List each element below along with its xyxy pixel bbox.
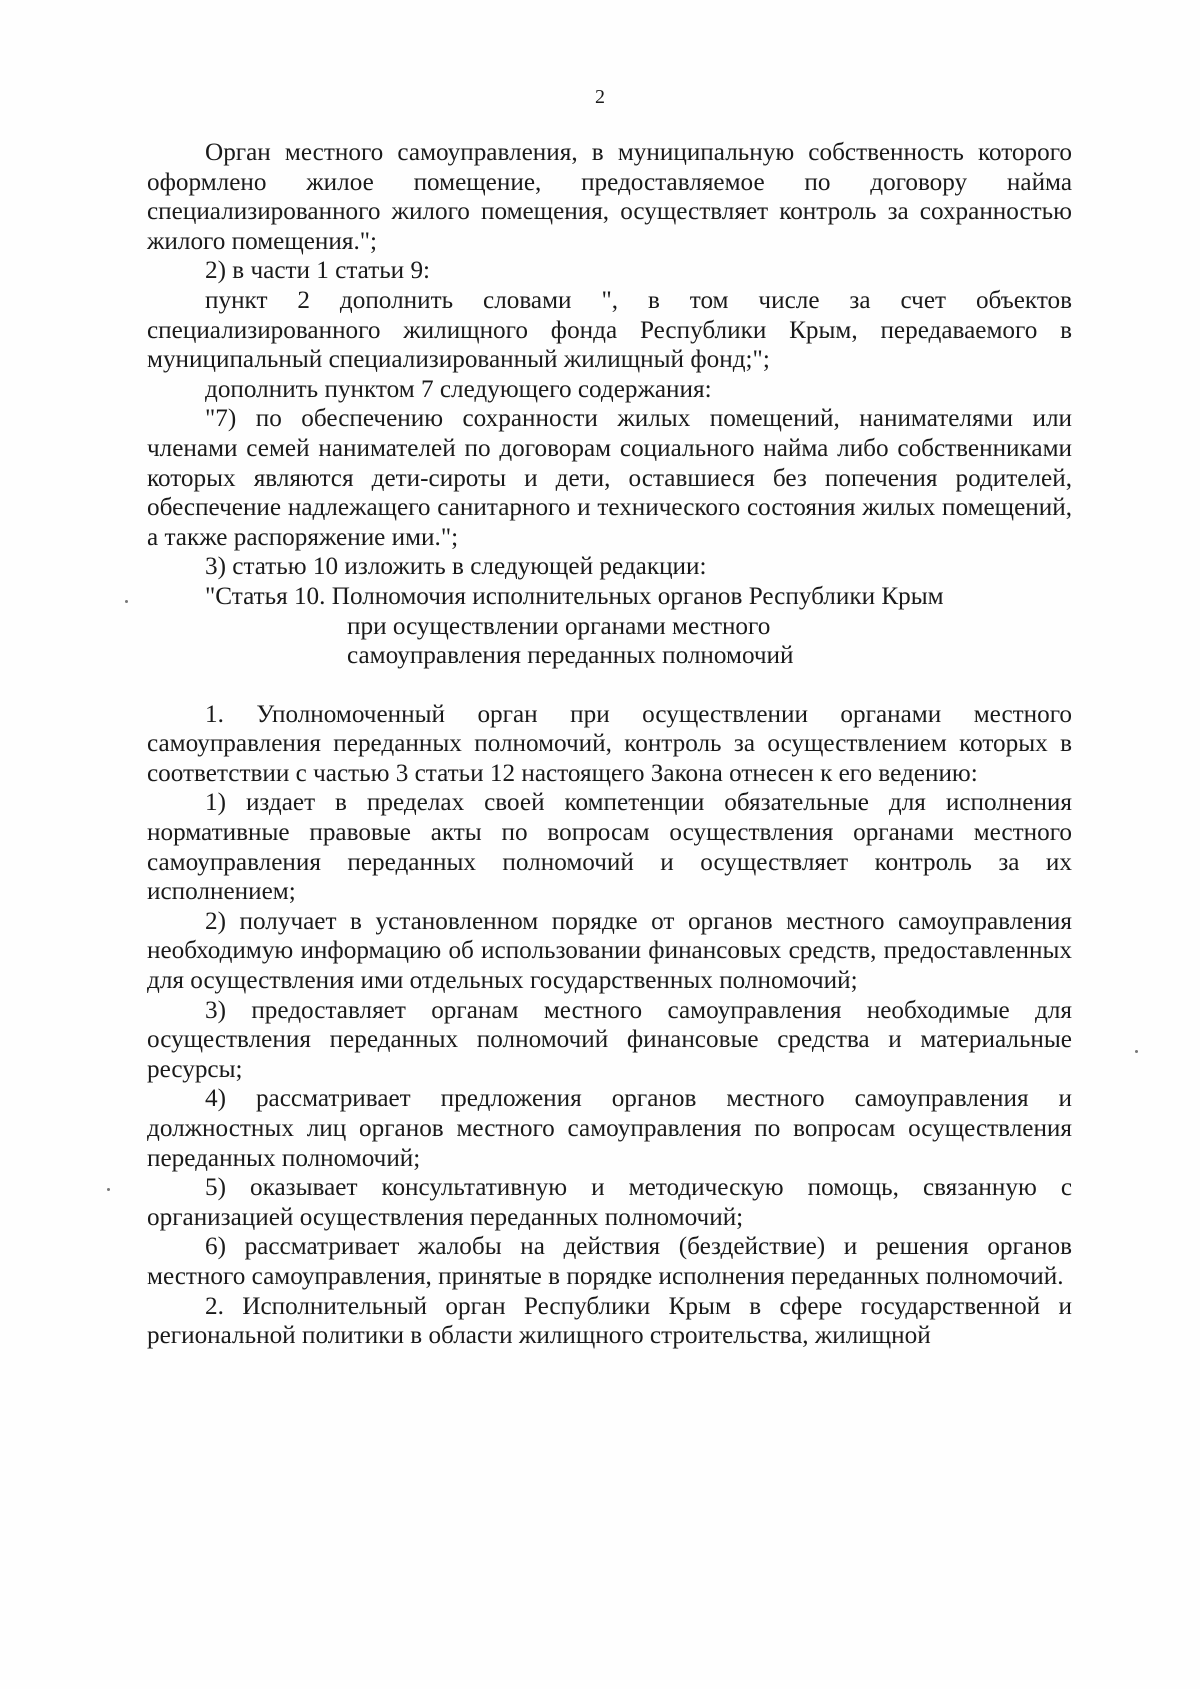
article-heading-line-2: при осуществлении органами местного [347, 612, 771, 640]
paragraph: дополнить пунктом 7 следующего содержания: [205, 375, 712, 403]
paragraph: 2) получает в установленном порядке от органов местного самоуправления необходимую информацию об использовании финансовых средств, предоставленных для осуществления ими отдельных государственных полномочий; [147, 907, 1072, 995]
paragraph: 3) предоставляет органам местного самоуправления необходимые для осуществления переданных полномочий финансовые средства и материальные ресурсы; [147, 996, 1072, 1083]
paragraph: 6) рассматривает жалобы на действия (бездействие) и решения органов местного самоуправления, принятые в порядке исполнения переданных полномочий. [147, 1233, 1072, 1290]
paragraph: пункт 2 дополнить словами ", в том числе за счет объектов специализированного жилищного фонда Республики Крым, передаваемого в муниципальный специализированный жилищный фонд;"; [147, 286, 1072, 374]
paragraph: Орган местного самоуправления, в муниципальную собственность которого оформлено жилое помещение, предоставляемое по договору найма специализированного жилого помещения, осуществляет контроль за сохранностью жилого помещения."; [147, 139, 1072, 255]
paragraph: 4) рассматривает предложения органов местного самоуправления и должностных лиц органов местного самоуправления по вопросам осуществления переданных полномочий; [147, 1085, 1072, 1172]
paragraph: 3) статью 10 изложить в следующей редакции: [205, 553, 707, 581]
paragraph: 1. Уполномоченный орган при осуществлении органами местного самоуправления переданных полномочий, контроль за осуществлением которых в соответствии с частью 3 статьи 12 настоящего Закона отнесен к его ведению: [147, 700, 1072, 787]
article-heading-line-3: самоуправления переданных полномочий [347, 642, 794, 670]
paragraph: 1) издает в пределах своей компетенции обязательные для исполнения нормативные правовые акты по вопросам осуществления органами местного самоуправления переданных полномочий и осуществляет контроль за их исполнением; [147, 789, 1072, 906]
paragraph: 2) в части 1 статьи 9: [205, 257, 431, 285]
spacer [147, 671, 1072, 700]
paragraph: "7) по обеспечению сохранности жилых помещений, нанимателями или членами семей нанимателей по договорам социального найма либо собственниками которых являются дети-сироты и дети, оставшиеся без попечения родителей, обеспечение надлежащего санитарного и технического состояния жилых помещений, а также распоряжение ими."; [147, 405, 1072, 551]
scan-speck [1135, 1050, 1138, 1053]
page-number: 2 [595, 86, 605, 108]
article-heading-line-1: "Статья 10. Полномочия исполнительных органов Республики Крым [205, 582, 944, 610]
scan-speck [125, 600, 128, 603]
article-heading [147, 582, 1072, 671]
paragraph: 2. Исполнительный орган Республики Крым в сфере государственной и региональной политики в области жилищного строительства, жилищной [147, 1292, 1072, 1350]
document-body [147, 138, 1072, 1351]
paragraph: 5) оказывает консультативную и методическую помощь, связанную с организацией осуществления переданных полномочий; [147, 1174, 1072, 1231]
scan-speck [107, 1188, 110, 1191]
